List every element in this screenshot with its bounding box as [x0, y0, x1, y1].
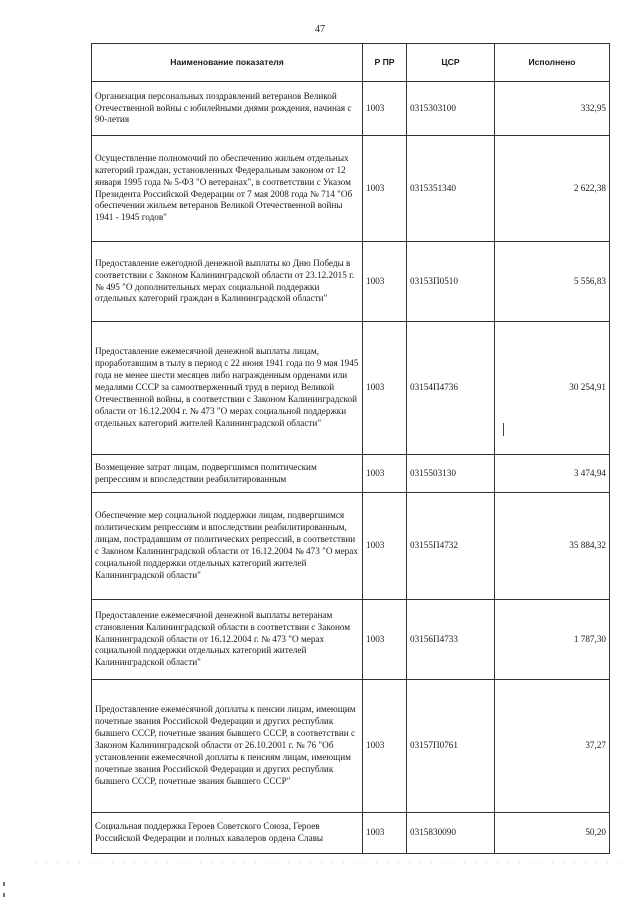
row-amount: 50,20	[495, 813, 610, 854]
row-name: Обеспечение мер социальной поддержки лицам, подвергшимся политическим репрессиям и впоследствии реабилитированным, лицам, пострадавшим от политических репрессий, в соответствии с Законом Калининградской области от 16.12.2004 № 473 "О мерах социальной поддержки отдельных категорий жителей Калининградской области"	[92, 493, 363, 600]
table-row	[92, 600, 610, 680]
row-rpr: 1003	[363, 600, 407, 680]
table-row	[92, 136, 610, 242]
row-name: Организация персональных поздравлений ветеранов Великой Отечественной войны с юбилейными днями рождения, начиная с 90-летия	[92, 82, 363, 136]
row-rpr: 1003	[363, 82, 407, 136]
table-row	[92, 242, 610, 322]
scan-artifact-side-mark	[3, 893, 5, 897]
row-rpr: 1003	[363, 322, 407, 455]
report-table	[91, 43, 610, 854]
row-amount: 3 474,94	[495, 455, 610, 493]
row-name: Предоставление ежемесячной денежной выплаты лицам, проработавшим в тылу в период с 22 июня 1941 года по 9 мая 1945 года не менее шести месяцев либо награжденным орденами или медалями СССР за самоотверженный труд в период Великой Отечественной войны, в соответствии с Законом Калининградской области от 16.12.2004 г. № 473 "О мерах социальной поддержки отдельных категорий жителей Калининградской области"	[92, 322, 363, 455]
row-csr: 0315351340	[407, 136, 495, 242]
header-rpr: Р ПР	[363, 44, 407, 82]
header-name: Наименование показателя	[92, 44, 363, 82]
row-csr: 03155П4732	[407, 493, 495, 600]
row-name: Социальная поддержка Героев Советского Союза, Героев Российской Федерации и полных кавалеров ордена Славы	[92, 813, 363, 854]
header-amount: Исполнено	[495, 44, 610, 82]
row-csr: 0315503130	[407, 455, 495, 493]
header-csr: ЦСР	[407, 44, 495, 82]
table-row	[92, 455, 610, 493]
row-amount: 1 787,30	[495, 600, 610, 680]
row-amount: 2 622,38	[495, 136, 610, 242]
scan-artifact-mark	[503, 423, 504, 436]
row-rpr: 1003	[363, 242, 407, 322]
row-name: Возмещение затрат лицам, подвергшимся политическим репрессиям и впоследствии реабилитированным	[92, 455, 363, 493]
row-rpr: 1003	[363, 680, 407, 813]
row-csr: 03154П4736	[407, 322, 495, 455]
row-name: Предоставление ежемесячной доплаты к пенсии лицам, имеющим почетные звания Российской Федерации и других республик бывшего СССР, почетные звания бывшего СССР, в соответствии с Законом Калининградской области от 26.10.2001 г. № 76 "Об установлении ежемесячной доплаты к пенсиям лицам, имеющим почетные звания Российской Федерации и других республик бывшего СССР, почетные звания бывшего СССР"	[92, 680, 363, 813]
row-amount: 5 556,83	[495, 242, 610, 322]
row-amount: 332,95	[495, 82, 610, 136]
row-rpr: 1003	[363, 813, 407, 854]
row-csr: 03156П4733	[407, 600, 495, 680]
row-amount: 35 884,32	[495, 493, 610, 600]
scan-artifact-dots	[30, 860, 620, 866]
row-amount: 37,27	[495, 680, 610, 813]
row-csr: 03153П0510	[407, 242, 495, 322]
row-rpr: 1003	[363, 136, 407, 242]
row-rpr: 1003	[363, 455, 407, 493]
page-number: 47	[315, 24, 325, 35]
row-name: Осуществление полномочий по обеспечению жильем отдельных категорий граждан, установленных Федеральным законом от 12 января 1995 года № 5-ФЗ "О ветеранах", в соответствии с Указом Президента Российской Федерации от 7 мая 2008 года № 714 "Об обеспечении жильем ветеранов Великой Отечественной войны 1941 - 1945 годов"	[92, 136, 363, 242]
row-csr: 0315830090	[407, 813, 495, 854]
row-csr: 0315303100	[407, 82, 495, 136]
table-row	[92, 680, 610, 813]
row-rpr: 1003	[363, 493, 407, 600]
table-row	[92, 82, 610, 136]
table-row	[92, 813, 610, 854]
row-amount: 30 254,91	[495, 322, 610, 455]
scan-artifact-side-mark	[3, 882, 5, 886]
table-row	[92, 322, 610, 455]
row-csr: 03157П0761	[407, 680, 495, 813]
row-name: Предоставление ежегодной денежной выплаты ко Дню Победы в соответствии с Законом Калининградской области от 23.12.2015 г. № 495 "О дополнительных мерах социальной поддержки отдельных категорий граждан в Калининградской области"	[92, 242, 363, 322]
table-header-row	[92, 44, 610, 82]
table-row	[92, 493, 610, 600]
row-name: Предоставление ежемесячной денежной выплаты ветеранам становления Калининградской области в соответствии с Законом Калининградской области от 16.12.2004 г. № 473 "О мерах социальной поддержки отдельных категорий жителей Калининградской области"	[92, 600, 363, 680]
